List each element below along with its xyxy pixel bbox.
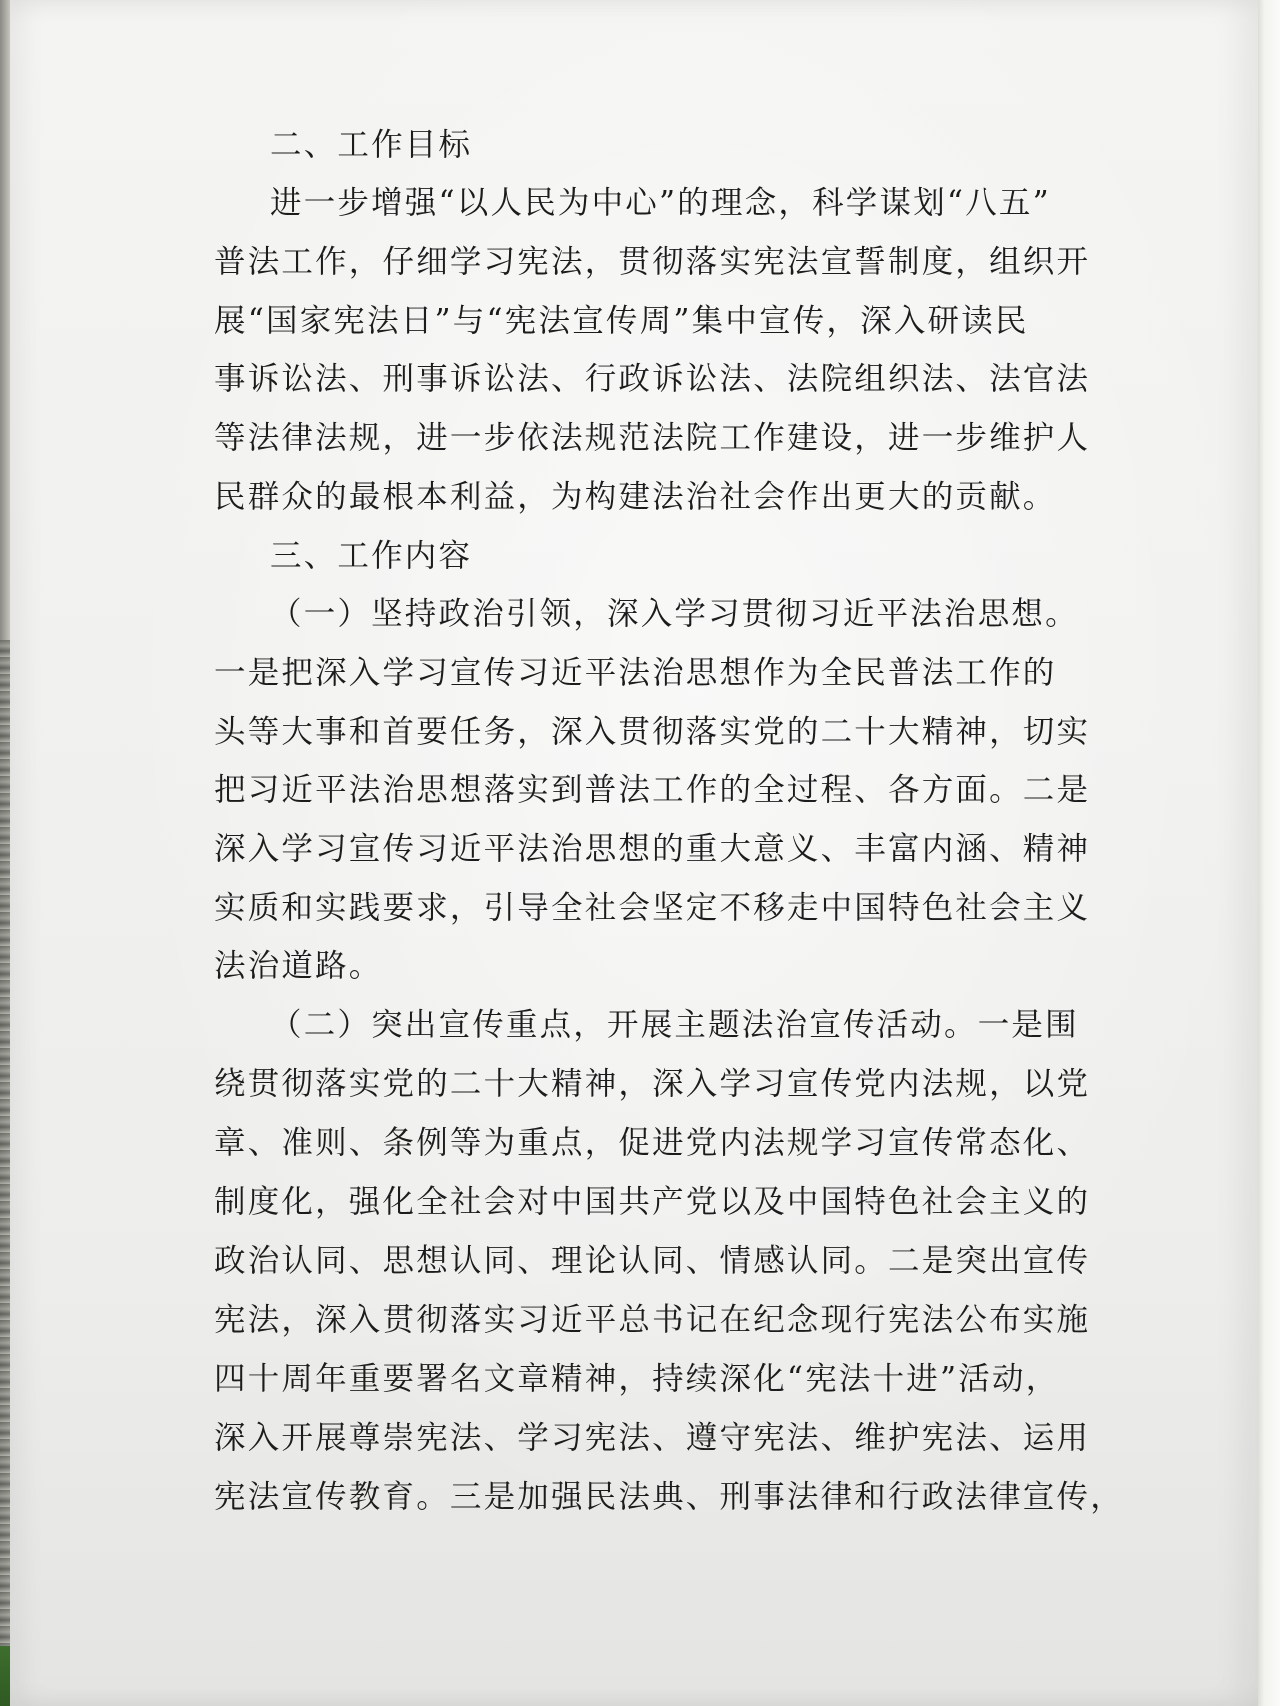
paragraph-line: 章、准则、条例等为重点，促进党内法规学习宣传常态化、 [214, 1125, 1091, 1161]
paragraph-line: 普法工作，仔细学习宪法，贯彻落实宪法宣誓制度，组织开 [214, 244, 1091, 280]
table-edge-right [1258, 0, 1280, 1706]
section-heading-goals: 二、工作目标 [270, 127, 473, 163]
paper-sheet [10, 0, 1258, 1706]
paragraph-line: 制度化，强化全社会对中国共产党以及中国特色社会主义的 [214, 1184, 1091, 1220]
paragraph-line: 政治认同、思想认同、理论认同、情感认同。二是突出宣传 [214, 1243, 1091, 1279]
item-title-2: （二）突出宣传重点，开展主题法治宣传活动。 [270, 1007, 978, 1043]
item-title-2-line [270, 1005, 1079, 1045]
paragraph-line: 事诉讼法、刑事诉讼法、行政诉讼法、法院组织法、法官法 [214, 361, 1091, 397]
section-heading-content: 三、工作内容 [270, 538, 473, 574]
paragraph-line: 法治道路。 [214, 948, 383, 984]
item-title-1: （一）坚持政治引领，深入学习贯彻习近平法治思想。 [270, 596, 1079, 632]
paragraph-line: 实质和实践要求，引导全社会坚定不移走中国特色社会主义 [214, 890, 1091, 926]
paragraph-line: 把习近平法治思想落实到普法工作的全过程、各方面。二是 [214, 772, 1091, 808]
paragraph-line: 四十周年重要署名文章精神，持续深化“宪法十进”活动， [214, 1361, 1060, 1397]
paragraph-line: 深入开展尊崇宪法、学习宪法、遵守宪法、维护宪法、运用 [214, 1420, 1091, 1456]
paragraph-line: 宪法，深入贯彻落实习近平总书记在纪念现行宪法公布实施 [214, 1302, 1091, 1338]
paragraph-line: 展“国家宪法日”与“宪法宣传周”集中宣传，深入研读民 [214, 303, 1029, 339]
item-title-2-tail: 一是围 [977, 1007, 1079, 1043]
paragraph-line: 绕贯彻落实党的二十大精神，深入学习宣传党内法规，以党 [214, 1066, 1091, 1102]
paragraph-line: 民群众的最根本利益，为构建法治社会作出更大的贡献。 [214, 479, 1057, 515]
paragraph-line: 一是把深入学习宣传习近平法治思想作为全民普法工作的 [214, 655, 1057, 691]
paragraph-line: 宪法宣传教育。三是加强民法典、刑事法律和行政法律宣传， [214, 1479, 1124, 1515]
paragraph-line: 等法律法规，进一步依法规范法院工作建设，进一步维护人 [214, 420, 1091, 456]
paragraph-line: 深入学习宣传习近平法治思想的重大意义、丰富内涵、精神 [214, 831, 1091, 867]
paragraph-line: 头等大事和首要任务，深入贯彻落实党的二十大精神，切实 [214, 714, 1091, 750]
paragraph-line: 进一步增强“以人民为中心”的理念，科学谋划“八五” [270, 185, 1051, 221]
